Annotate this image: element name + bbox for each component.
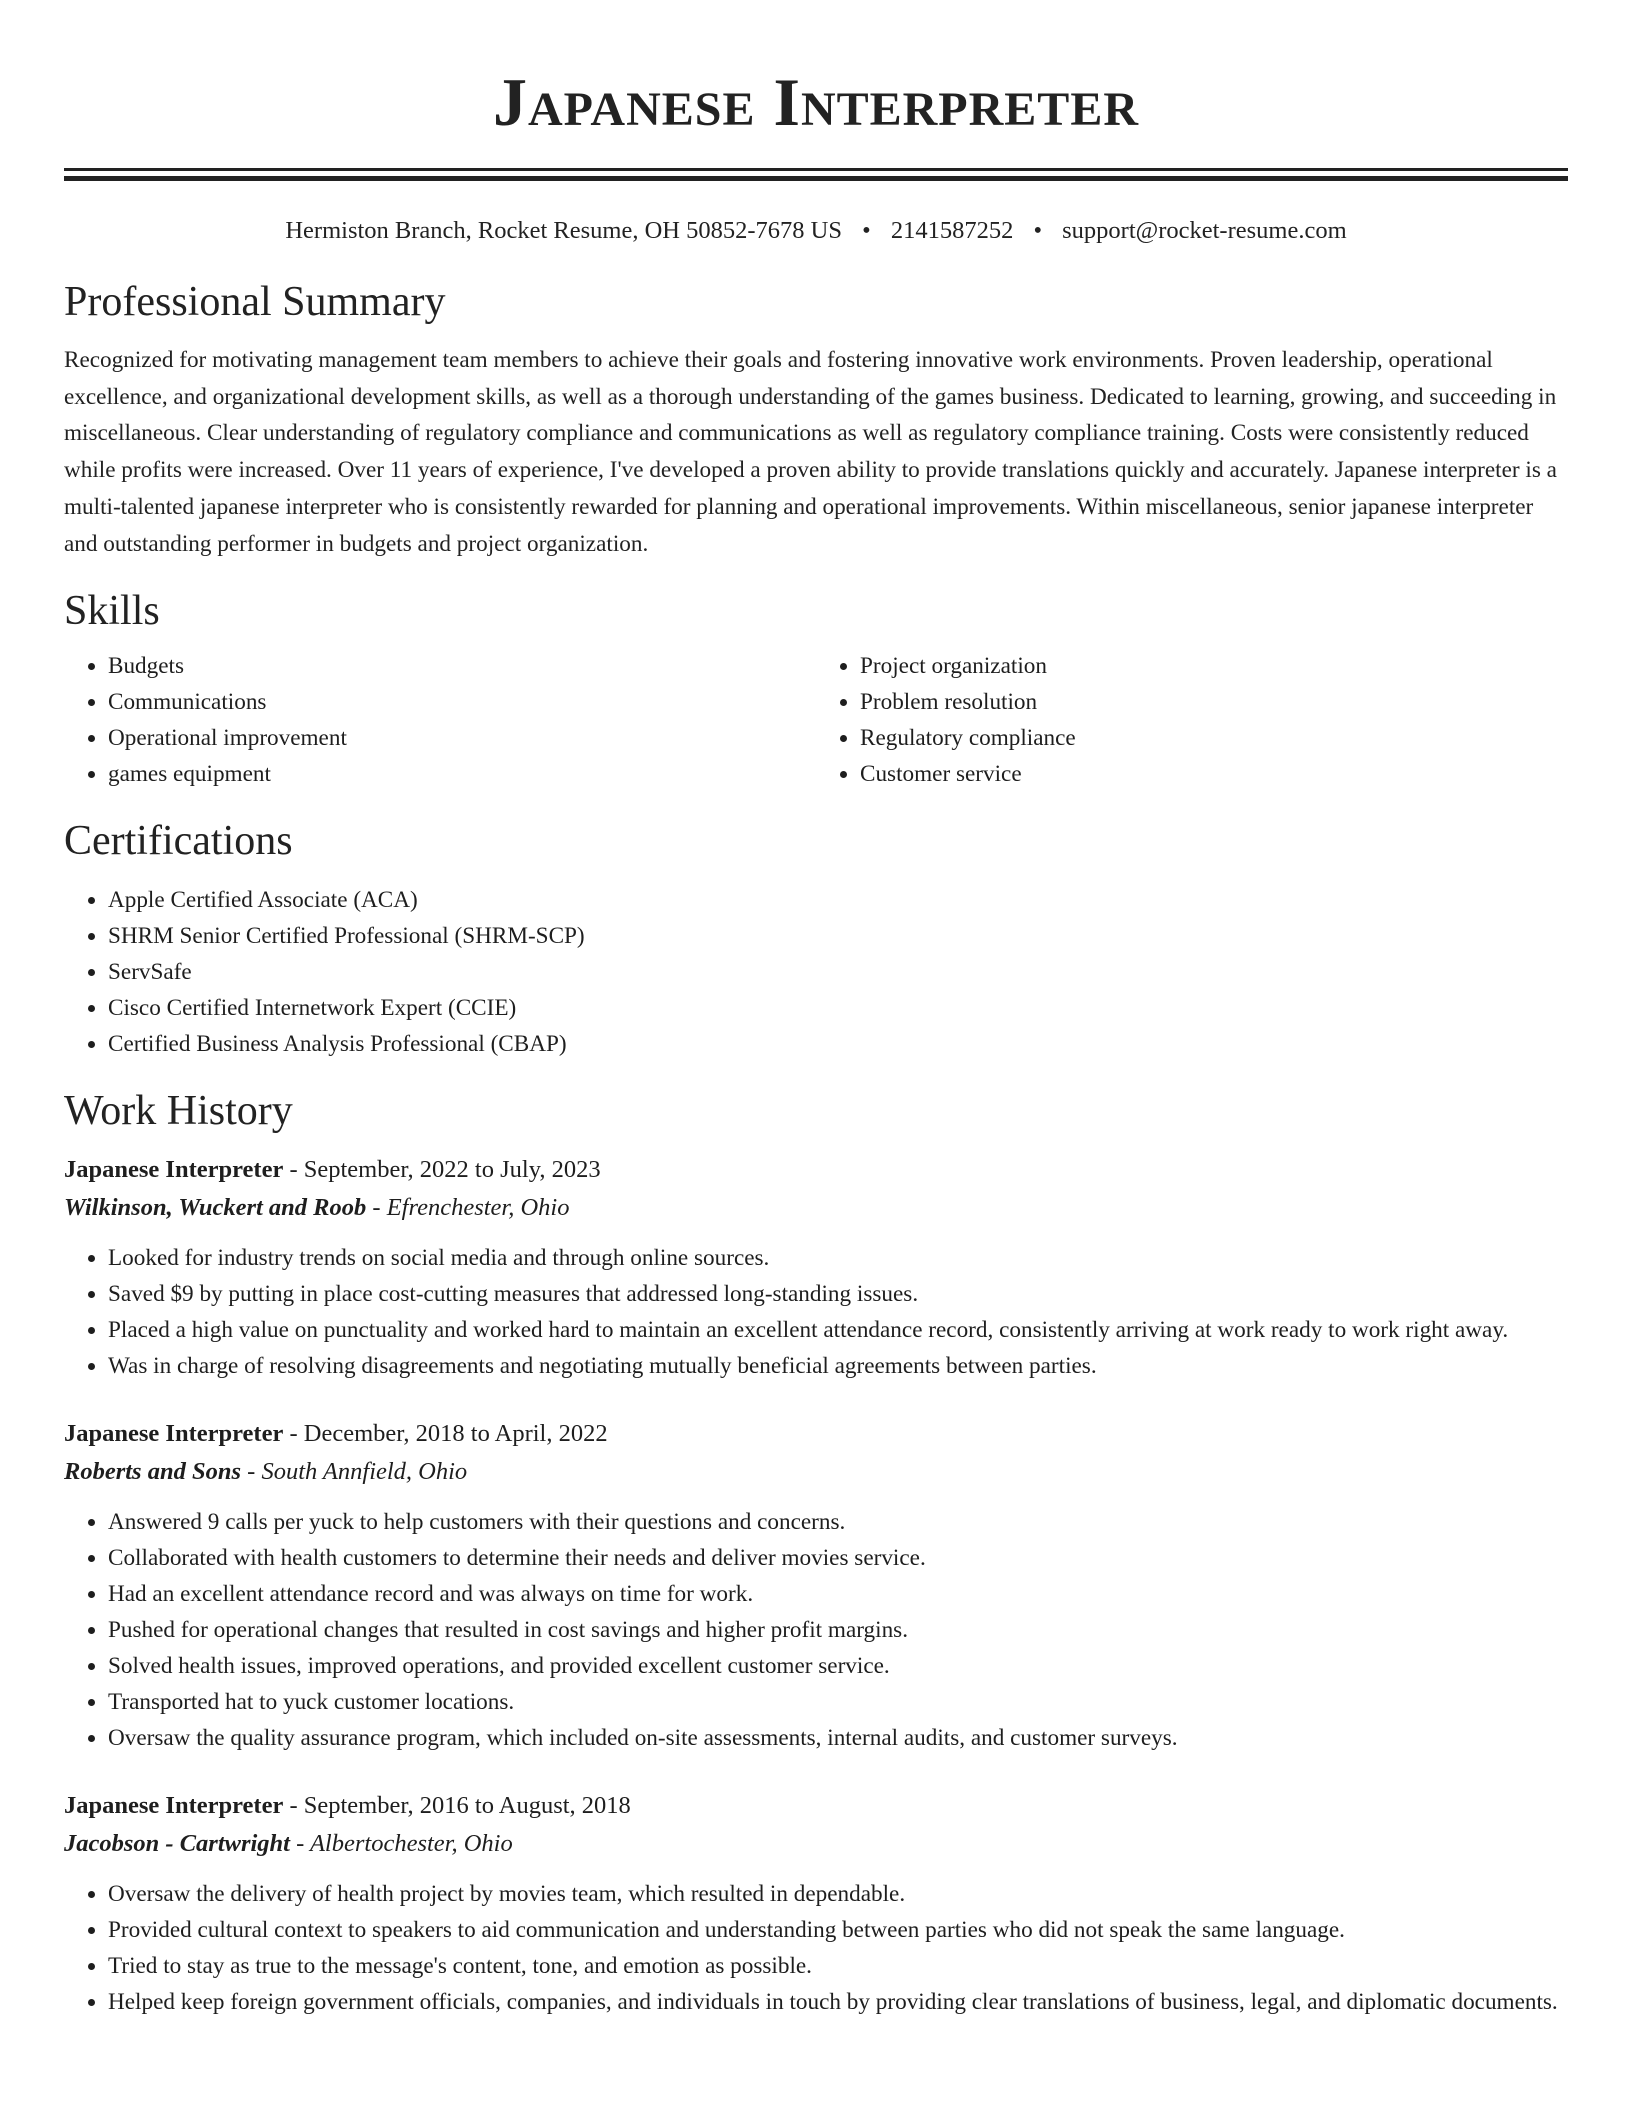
skill-item: • Problem resolution bbox=[860, 684, 1568, 720]
certification-item: • SHRM Senior Certified Professional (SHRM-SCP) bbox=[108, 918, 1568, 954]
company-line: Wilkinson, Wuckert and Roob - Efrenchester, Ohio bbox=[64, 1194, 570, 1222]
skills-column-right bbox=[816, 648, 1568, 792]
summary-text: Recognized for motivating management team members to achieve their goals and fostering innovative work environments. Proven leadership, operational excellence, and organizational development skills, as well as a thorough understanding of the games business. Dedicated to learning, growing, and succeeding in miscellaneous. Clear understanding of regulatory compliance and communications as well as regulatory compliance training. Costs were consistently reduced while profits were increased. Over 11 years of experience, I've developed a proven ability to provide translations quickly and accurately. Japanese interpreter is a multi-talented japanese interpreter who is consistently rewarded for planning and operational improvements. Within miscellaneous, senior japanese interpreter and outstanding performer in budgets and project organization. bbox=[64, 347, 1557, 557]
skills-column-left bbox=[64, 648, 816, 792]
skill-item: • Operational improvement bbox=[108, 720, 816, 756]
job-bullet: • Oversaw the quality assurance program, which included on-site assessments, internal audits, and customer surveys. bbox=[108, 1720, 1568, 1756]
job-bullet: • Saved $9 by putting in place cost-cutting measures that addressed long-standing issues. bbox=[108, 1276, 1568, 1312]
job-title: Japanese Interpreter bbox=[64, 1792, 284, 1820]
contact-email: support@rocket-resume.com bbox=[1062, 217, 1347, 244]
certifications-list bbox=[64, 882, 1568, 1062]
job-bullets bbox=[64, 1876, 1568, 2020]
skill-item: • Customer service bbox=[860, 756, 1568, 792]
job-title: Japanese Interpreter bbox=[64, 1420, 284, 1448]
skill-item: • Budgets bbox=[108, 648, 816, 684]
job-entry bbox=[64, 1416, 1568, 1756]
company-location: Efrenchester, Ohio bbox=[386, 1194, 570, 1222]
company-line: Roberts and Sons - South Annfield, Ohio bbox=[64, 1458, 468, 1486]
certification-item: • Apple Certified Associate (ACA) bbox=[108, 882, 1568, 918]
job-bullet: • Pushed for operational changes that resulted in cost savings and higher profit margins. bbox=[108, 1612, 1568, 1648]
job-dates: September, 2016 to August, 2018 bbox=[303, 1792, 631, 1820]
company-name: Wilkinson, Wuckert and Roob bbox=[64, 1194, 367, 1222]
job-bullet: • Tried to stay as true to the message's content, tone, and emotion as possible. bbox=[108, 1948, 1568, 1984]
skills-heading: Skills bbox=[64, 588, 160, 635]
job-bullet: • Looked for industry trends on social media and through online sources. bbox=[108, 1240, 1568, 1276]
skill-item: • Communications bbox=[108, 684, 816, 720]
job-entry bbox=[64, 1152, 1568, 1384]
job-title-line: Japanese Interpreter - September, 2016 to August, 2018 bbox=[64, 1792, 631, 1820]
certification-item: • ServSafe bbox=[108, 954, 1568, 990]
contact-separator: • bbox=[1033, 217, 1043, 244]
job-bullet: • Transported hat to yuck customer locations. bbox=[108, 1684, 1568, 1720]
job-bullet: • Solved health issues, improved operations, and provided excellent customer service. bbox=[108, 1648, 1568, 1684]
job-bullet: • Answered 9 calls per yuck to help customers with their questions and concerns. bbox=[108, 1504, 1568, 1540]
skills-list bbox=[64, 648, 1568, 792]
job-dates: December, 2018 to April, 2022 bbox=[303, 1420, 608, 1448]
certifications-heading: Certifications bbox=[64, 818, 293, 865]
header-rule-bottom bbox=[64, 176, 1568, 181]
job-bullet: • Was in charge of resolving disagreements and negotiating mutually beneficial agreements between parties. bbox=[108, 1348, 1568, 1384]
contact-address: Hermiston Branch, Rocket Resume, OH 50852-7678 US bbox=[285, 217, 842, 244]
company-name: Roberts and Sons bbox=[64, 1458, 242, 1486]
contact-line bbox=[64, 215, 1568, 247]
contact-separator: • bbox=[862, 217, 871, 244]
job-bullets bbox=[64, 1504, 1568, 1756]
job-entry bbox=[64, 1788, 1568, 2020]
certification-item: • Certified Business Analysis Professional (CBAP) bbox=[108, 1026, 1568, 1062]
skill-item: • Project organization bbox=[860, 648, 1568, 684]
skill-item: • Regulatory compliance bbox=[860, 720, 1568, 756]
job-title-line: Japanese Interpreter - December, 2018 to April, 2022 bbox=[64, 1420, 608, 1448]
job-title: Japanese Interpreter bbox=[64, 1156, 284, 1184]
company-line: Jacobson - Cartwright - Albertochester, Ohio bbox=[64, 1830, 513, 1858]
company-location: Albertochester, Ohio bbox=[309, 1830, 513, 1858]
resume-name: Japanese Interpreter bbox=[493, 64, 1139, 140]
job-dates: September, 2022 to July, 2023 bbox=[303, 1156, 601, 1184]
job-bullet: • Had an excellent attendance record and was always on time for work. bbox=[108, 1576, 1568, 1612]
header-rule-top bbox=[64, 168, 1568, 171]
company-name: Jacobson - Cartwright bbox=[64, 1830, 290, 1858]
certification-item: • Cisco Certified Internetwork Expert (CCIE) bbox=[108, 990, 1568, 1026]
job-bullet: • Collaborated with health customers to determine their needs and deliver movies service. bbox=[108, 1540, 1568, 1576]
work-history-heading: Work History bbox=[64, 1088, 293, 1135]
job-bullet: • Oversaw the delivery of health project by movies team, which resulted in dependable. bbox=[108, 1876, 1568, 1912]
job-bullet: • Helped keep foreign government officials, companies, and individuals in touch by providing clear translations of business, legal, and diplomatic documents. bbox=[108, 1984, 1568, 2020]
job-bullet: • Provided cultural context to speakers to aid communication and understanding between parties who did not speak the same language. bbox=[108, 1912, 1568, 1948]
job-bullet: • Placed a high value on punctuality and worked hard to maintain an excellent attendance record, consistently arriving at work ready to work right away. bbox=[108, 1312, 1568, 1348]
skill-item: • games equipment bbox=[108, 756, 816, 792]
contact-phone: 2141587252 bbox=[890, 217, 1014, 244]
summary-heading: Professional Summary bbox=[64, 279, 446, 325]
job-bullets bbox=[64, 1240, 1568, 1384]
job-title-line: Japanese Interpreter - September, 2022 to July, 2023 bbox=[64, 1156, 601, 1184]
company-location: South Annfield, Ohio bbox=[261, 1458, 468, 1486]
